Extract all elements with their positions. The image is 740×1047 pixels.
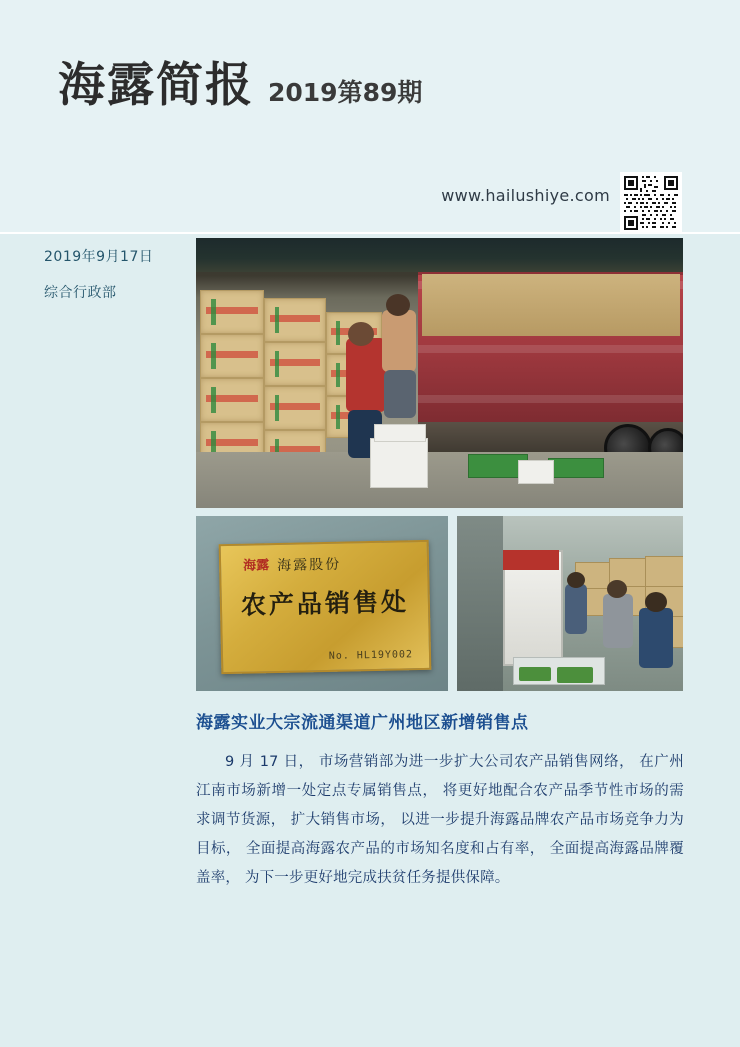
warehouse-floor	[196, 452, 683, 508]
worker-head	[386, 294, 410, 316]
sign-serial-number: No. HL19Y002	[328, 649, 414, 662]
vegetable-pile	[519, 667, 551, 681]
carton-stack	[264, 386, 326, 430]
carton-stack	[200, 378, 264, 422]
issue-date: 2019年9月17日	[44, 249, 154, 265]
white-foam-box	[518, 460, 554, 484]
worker-head	[348, 322, 374, 346]
issuing-department: 综合行政部	[44, 285, 117, 301]
warehouse-roof	[196, 238, 683, 272]
person-head	[645, 592, 667, 612]
qr-code-icon[interactable]	[620, 172, 682, 234]
brass-sign-plate	[219, 540, 432, 674]
carton-stack	[200, 334, 264, 378]
issue-meta	[44, 246, 184, 302]
company-logo-mark: 海露	[242, 558, 270, 574]
carton-stack	[645, 556, 683, 588]
loading-dock-photo	[196, 238, 683, 508]
carton-stack	[264, 342, 326, 386]
vegetable-crate	[548, 458, 604, 478]
door-header-banner	[503, 550, 559, 570]
masthead	[58, 58, 423, 113]
worker-legs	[384, 370, 416, 418]
sales-point-interior-photo	[457, 516, 683, 691]
worker-bare-back	[382, 310, 416, 372]
carton-stack	[200, 290, 264, 334]
worker-red-shirt	[346, 338, 386, 412]
person-head	[567, 572, 585, 588]
article-body-text: 9 月 17 日， 市场营销部为进一步扩大公司农产品销售网络， 在广州江南市场新增一处定点专属销售点， 将更好地配合农产品季节性市场的需求调节货源， 扩大销售市场， 以进一步提升海露品牌农产品市场竞争力为目标， 全面提高海露农产品的市场知名度和占有率， 全面提高海露品牌覆盖率， 为下一步更好地完成扶贫任务提供保障。	[196, 754, 684, 886]
person-standing	[639, 608, 673, 668]
white-foam-box-lid	[374, 424, 426, 442]
white-foam-box	[370, 438, 428, 488]
person-standing	[603, 594, 633, 648]
vegetable-pile	[557, 667, 593, 683]
person-head	[607, 580, 627, 598]
article-headline: 海露实业大宗流通渠道广州地区新增销售点	[196, 713, 529, 733]
carton-stack	[264, 298, 326, 342]
person-standing	[565, 584, 587, 634]
sign-title: 农产品销售处	[240, 587, 410, 620]
issue-number: 2019第89期	[268, 78, 423, 107]
sales-point-sign-photo	[196, 516, 448, 691]
sign-company-name: 海露股份	[276, 556, 342, 574]
website-url[interactable]: www.hailushiye.com	[441, 186, 610, 205]
interior-wall	[457, 516, 503, 691]
truck-cargo-boxes	[422, 274, 680, 336]
publication-title: 海露简报	[58, 58, 254, 113]
